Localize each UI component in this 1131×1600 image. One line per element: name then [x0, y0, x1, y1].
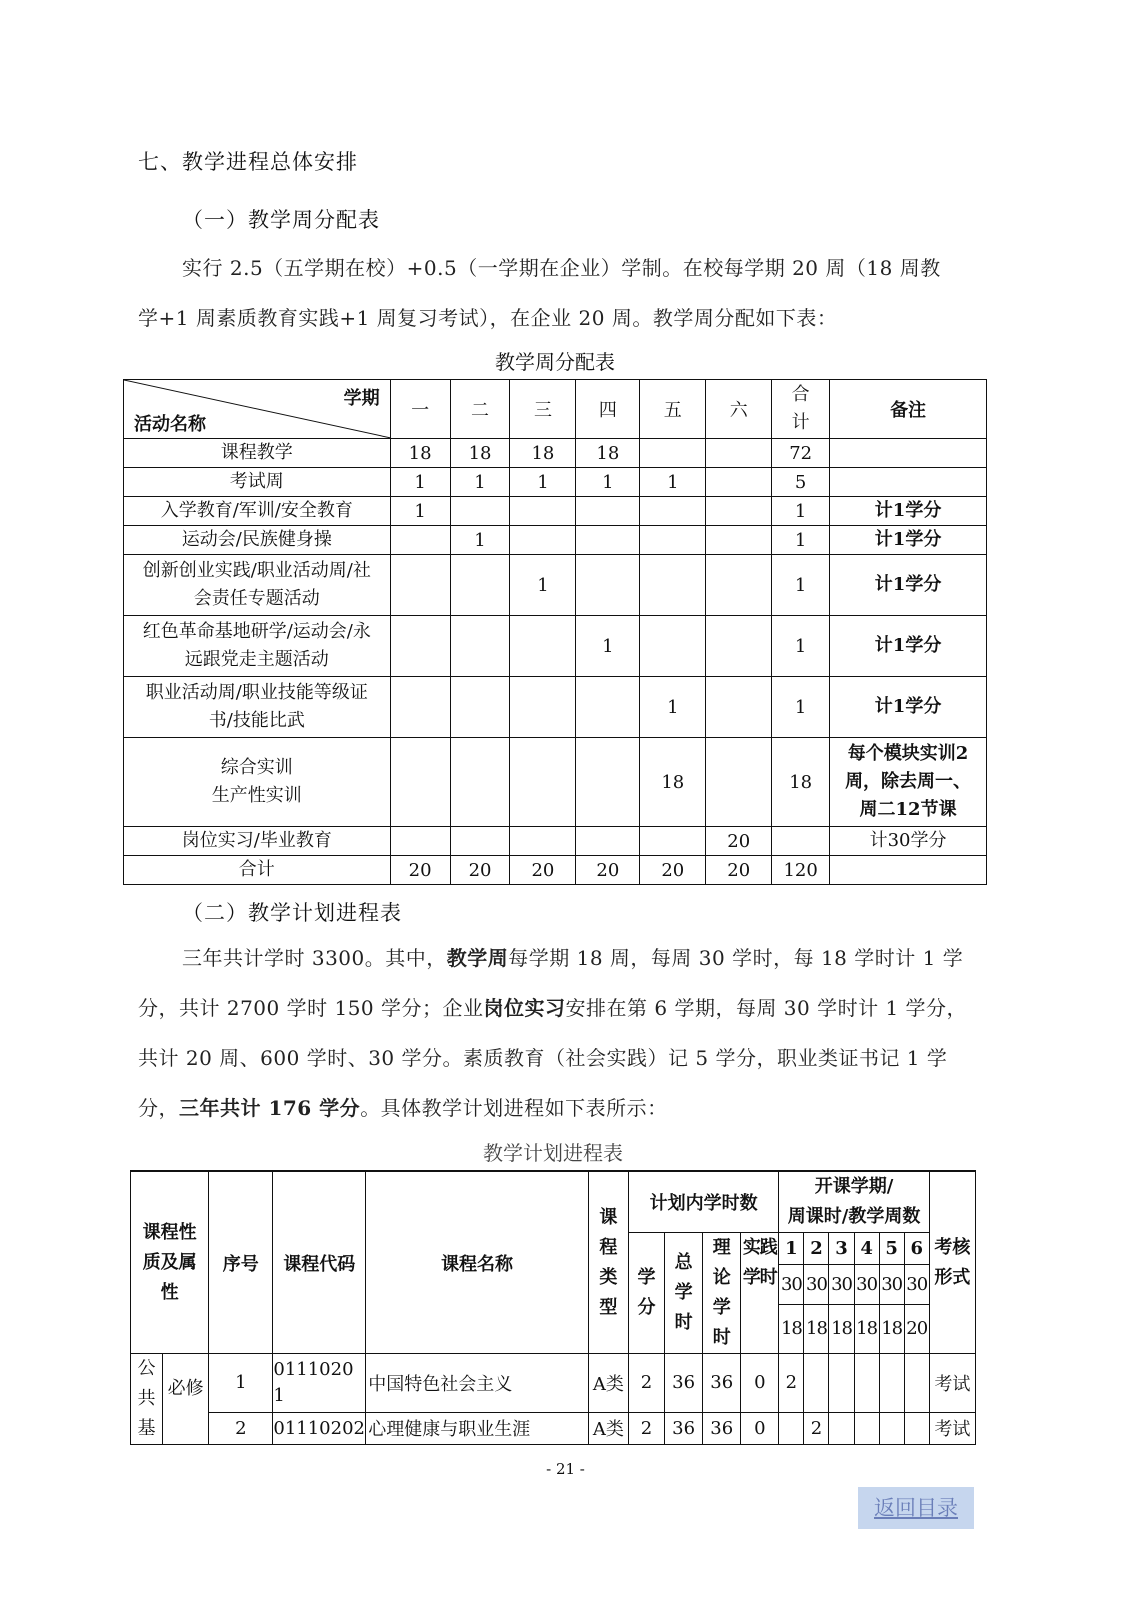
- total-weeks: 1: [772, 677, 830, 738]
- row-type: A类: [588, 1412, 628, 1444]
- row-term-hours: [879, 1412, 904, 1444]
- term-weeks: [706, 555, 772, 616]
- header-course-nature: 课程性 质及属 性: [131, 1171, 209, 1354]
- header-theory-hours: 理 论 学 时: [703, 1233, 741, 1354]
- total-weeks: 1: [772, 555, 830, 616]
- term-weeks: [576, 738, 640, 827]
- activity-name: 综合实训 生产性实训: [124, 738, 391, 827]
- term-weeks: 1: [640, 677, 706, 738]
- row-total: 36: [665, 1354, 703, 1413]
- header-exam-form: 考核 形式: [929, 1171, 975, 1354]
- col-header: 五: [640, 380, 706, 439]
- term-weekly-hours: 30: [829, 1264, 854, 1304]
- row-seq: 1: [209, 1354, 273, 1413]
- row-practice: 0: [741, 1354, 779, 1413]
- total-weeks: 18: [772, 738, 830, 827]
- term-number: 6: [904, 1233, 929, 1265]
- activity-name: 红色革命基地研学/运动会/永 远跟党走主题活动: [124, 616, 391, 677]
- total-weeks: [772, 827, 830, 856]
- term-weeks: [390, 738, 450, 827]
- term-weeks: 18: [804, 1304, 829, 1353]
- term-weeks: 20: [706, 856, 772, 885]
- term-weeks: [510, 738, 576, 827]
- term-weeks: [450, 738, 510, 827]
- remarks: [830, 468, 987, 497]
- page-number: - 21 -: [546, 1460, 585, 1478]
- total-weeks: 1: [772, 526, 830, 555]
- row-course-name: 心理健康与职业生涯: [366, 1412, 589, 1444]
- term-weeks: [450, 827, 510, 856]
- row-term-hours: [804, 1354, 829, 1413]
- term-weeks: [510, 616, 576, 677]
- remarks: 计30学分: [830, 827, 987, 856]
- paragraph-1-line-1: 实行 2.5（五学期在校）+0.5（一学期在企业）学制。在校每学期 20 周（18 周教: [182, 256, 941, 280]
- total-weeks: 5: [772, 468, 830, 497]
- row-term-hours: [879, 1354, 904, 1413]
- header-course-type: 课 程 类 型: [588, 1171, 628, 1354]
- col-header: 二: [450, 380, 510, 439]
- row-course-name: 中国特色社会主义: [366, 1354, 589, 1413]
- remarks: 计1学分: [830, 497, 987, 526]
- term-weeks: [390, 616, 450, 677]
- term-weekly-hours: 30: [879, 1264, 904, 1304]
- term-weeks: [390, 827, 450, 856]
- term-weeks: [450, 497, 510, 526]
- remarks: 计1学分: [830, 616, 987, 677]
- remarks: 计1学分: [830, 526, 987, 555]
- paragraph-2: 三年共计学时 3300。其中，教学周每学期 18 周，每周 30 学时，每 18 学时计 1 学 分，共计 2700 学时 150 学分；企业岗位实习安排在第 6 学期，每周 30 学时计 1 学分， 共计 20 周、600 学时、30 学分。素质教育（社会实践）记 5 学分，职业类证书记 1 学 分，三年共计 176 学分。具体教学计划进程如下表所示：: [138, 946, 968, 1120]
- row-term-hours: [854, 1412, 879, 1444]
- header-course-code: 课程代码: [273, 1171, 366, 1354]
- header-term-schedule: 开课学期/ 周课时/教学周数: [779, 1171, 929, 1233]
- row-practice: 0: [741, 1412, 779, 1444]
- corner-term-label: 学期: [343, 388, 380, 409]
- paragraph-1-line-2: 学+1 周素质教育实践+1 周复习考试），在企业 20 周。教学周分配如下表：: [138, 306, 838, 330]
- term-weeks: [390, 555, 450, 616]
- week-allocation-table: [123, 379, 987, 885]
- row-term-hours: [904, 1412, 929, 1444]
- bold-term: 三年共计 176 学分: [179, 1096, 361, 1120]
- term-weeks: 1: [510, 555, 576, 616]
- bold-term: 教学周: [446, 946, 509, 970]
- table1-row: [124, 677, 987, 738]
- header-course-name: 课程名称: [366, 1171, 589, 1354]
- term-weeks: 18: [390, 439, 450, 468]
- term-weeks: 1: [576, 468, 640, 497]
- activity-name: 考试周: [124, 468, 391, 497]
- activity-name: 运动会/民族健身操: [124, 526, 391, 555]
- term-weeks: [640, 555, 706, 616]
- header-planned-hours: 计划内学时数: [628, 1171, 778, 1233]
- row-theory: 36: [703, 1354, 741, 1413]
- subsection-title-1: （一）教学周分配表: [182, 208, 380, 232]
- term-weeks: 18: [576, 439, 640, 468]
- term-weeks: 20: [706, 827, 772, 856]
- term-weeks: 20: [390, 856, 450, 885]
- term-weeks: 18: [779, 1304, 804, 1353]
- row-code: 01110202: [273, 1412, 366, 1444]
- term-weeks: [576, 827, 640, 856]
- row-term-hours: 2: [779, 1354, 804, 1413]
- table1-row: [124, 497, 987, 526]
- term-weeks: [706, 497, 772, 526]
- remarks: [830, 439, 987, 468]
- term-weeks: 20: [904, 1304, 929, 1353]
- remarks: 计1学分: [830, 677, 987, 738]
- corner-activity-label: 活动名称: [134, 414, 206, 435]
- term-weeks: 1: [450, 526, 510, 555]
- col-header: 四: [576, 380, 640, 439]
- term-weeks: [510, 677, 576, 738]
- term-weeks: [640, 497, 706, 526]
- row-seq: 2: [209, 1412, 273, 1444]
- header-total-hours: 总 学 时: [665, 1233, 703, 1354]
- term-number: 4: [854, 1233, 879, 1265]
- table1-corner-cell: [124, 380, 391, 439]
- term-weeks: [450, 555, 510, 616]
- row-type: A类: [588, 1354, 628, 1413]
- row-term-hours: [779, 1412, 804, 1444]
- row-exam: 考试: [929, 1354, 975, 1413]
- term-weeks: [576, 526, 640, 555]
- term-weeks: [640, 616, 706, 677]
- term-weeks: 18: [829, 1304, 854, 1353]
- term-weeks: [450, 616, 510, 677]
- table1-caption: 教学周分配表: [495, 350, 615, 374]
- activity-name: 职业活动周/职业技能等级证 书/技能比武: [124, 677, 391, 738]
- term-number: 5: [879, 1233, 904, 1265]
- row-credit: 2: [628, 1412, 664, 1444]
- term-number: 1: [779, 1233, 804, 1265]
- row-term-hours: [829, 1412, 854, 1444]
- term-weeks: [706, 738, 772, 827]
- term-weeks: 1: [390, 468, 450, 497]
- total-weeks: 120: [772, 856, 830, 885]
- table1-row: [124, 468, 987, 497]
- table1-row: [124, 616, 987, 677]
- bold-term: 岗位实习: [483, 996, 566, 1020]
- term-weekly-hours: 30: [804, 1264, 829, 1304]
- term-weeks: [390, 677, 450, 738]
- term-weeks: 20: [450, 856, 510, 885]
- row-term-hours: [854, 1354, 879, 1413]
- row-total: 36: [665, 1412, 703, 1444]
- table1-row: [124, 856, 987, 885]
- term-weeks: 18: [879, 1304, 904, 1353]
- subcategory-required: 必修: [163, 1354, 209, 1445]
- table1-row: [124, 738, 987, 827]
- term-weeks: [510, 827, 576, 856]
- term-weeks: [706, 439, 772, 468]
- row-credit: 2: [628, 1354, 664, 1413]
- term-weeks: 18: [854, 1304, 879, 1353]
- term-weeks: [510, 526, 576, 555]
- term-weeks: [640, 827, 706, 856]
- activity-name: 合计: [124, 856, 391, 885]
- term-weeks: [640, 439, 706, 468]
- term-weeks: 1: [510, 468, 576, 497]
- col-header-total: 合 计: [772, 380, 830, 439]
- header-practice-hours: 实践 学时: [741, 1233, 779, 1354]
- term-weeks: 20: [576, 856, 640, 885]
- term-weeks: [706, 526, 772, 555]
- category-public-basic: 公 共 基: [131, 1354, 163, 1445]
- term-weeks: 1: [450, 468, 510, 497]
- activity-name: 入学教育/军训/安全教育: [124, 497, 391, 526]
- remarks: [830, 856, 987, 885]
- header-seq: 序号: [209, 1171, 273, 1354]
- term-weeks: [706, 616, 772, 677]
- table1-row: [124, 555, 987, 616]
- term-weeks: [510, 497, 576, 526]
- term-weeks: [576, 677, 640, 738]
- row-term-hours: 2: [804, 1412, 829, 1444]
- term-number: 2: [804, 1233, 829, 1265]
- activity-name: 岗位实习/毕业教育: [124, 827, 391, 856]
- term-weeks: 20: [640, 856, 706, 885]
- term-weeks: 1: [390, 497, 450, 526]
- row-theory: 36: [703, 1412, 741, 1444]
- table1-row: [124, 827, 987, 856]
- term-weeks: 18: [510, 439, 576, 468]
- term-weeks: [706, 677, 772, 738]
- term-weeks: 18: [450, 439, 510, 468]
- term-weeks: [450, 677, 510, 738]
- section-title: 七、教学进程总体安排: [138, 150, 358, 174]
- term-weeks: 18: [640, 738, 706, 827]
- term-weeks: 20: [510, 856, 576, 885]
- col-header: 一: [390, 380, 450, 439]
- term-number: 3: [829, 1233, 854, 1265]
- activity-name: 创新创业实践/职业活动周/社 会责任专题活动: [124, 555, 391, 616]
- col-header: 三: [510, 380, 576, 439]
- total-weeks: 1: [772, 616, 830, 677]
- remarks: 计1学分: [830, 555, 987, 616]
- term-weeks: 1: [576, 616, 640, 677]
- row-exam: 考试: [929, 1412, 975, 1444]
- term-weeks: [576, 497, 640, 526]
- total-weeks: 72: [772, 439, 830, 468]
- activity-name: 课程教学: [124, 439, 391, 468]
- table1-row: [124, 439, 987, 468]
- row-term-hours: [904, 1354, 929, 1413]
- header-credit: 学 分: [628, 1233, 664, 1354]
- subsection-title-2: （二）教学计划进程表: [182, 901, 402, 925]
- table2-caption: 教学计划进程表: [483, 1141, 623, 1165]
- paragraph-1: [138, 243, 998, 343]
- term-weekly-hours: 30: [854, 1264, 879, 1304]
- term-weekly-hours: 30: [779, 1264, 804, 1304]
- term-weeks: [390, 526, 450, 555]
- term-weeks: 1: [640, 468, 706, 497]
- total-weeks: 1: [772, 497, 830, 526]
- back-to-contents-link[interactable]: 返回目录: [858, 1487, 974, 1529]
- teaching-plan-table: [130, 1170, 976, 1445]
- row-term-hours: [829, 1354, 854, 1413]
- term-weeks: [576, 555, 640, 616]
- table1-row: [124, 526, 987, 555]
- row-code: 0111020 1: [273, 1354, 366, 1413]
- term-weeks: [640, 526, 706, 555]
- term-weekly-hours: 30: [904, 1264, 929, 1304]
- remarks: 每个模块实训2 周，除去周一、 周二12节课: [830, 738, 987, 827]
- col-header: 六: [706, 380, 772, 439]
- col-header-remarks: 备注: [830, 380, 987, 439]
- term-weeks: [706, 468, 772, 497]
